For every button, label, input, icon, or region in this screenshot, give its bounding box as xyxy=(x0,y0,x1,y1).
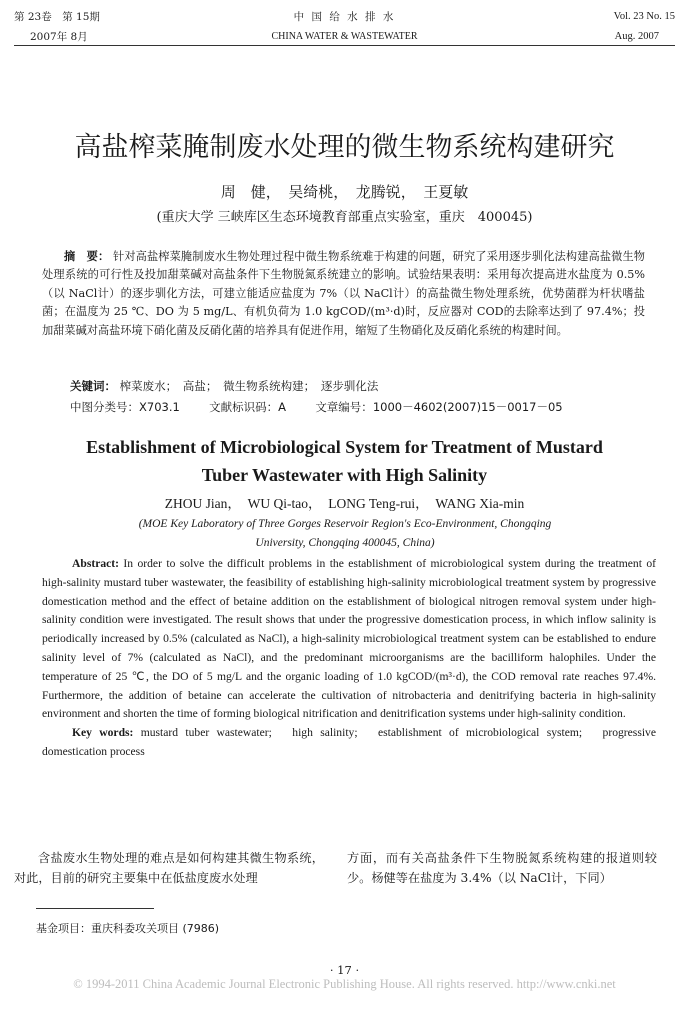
affiliation: (重庆大学 三峡库区生态环境教育部重点实验室，重庆 400045) xyxy=(156,210,533,225)
article-no-label: 文章编号： xyxy=(315,400,373,414)
keywords-cn xyxy=(70,378,378,394)
journal-name-cn: 中 国 给 水 排 水 xyxy=(293,11,396,23)
issue-date: 2007年 8月 xyxy=(30,31,88,43)
journal-name-en: CHINA WATER & WASTEWATER xyxy=(271,31,418,42)
article-no-value: 1000－4602(2007)15－0017－05 xyxy=(372,400,563,414)
doc-code-label: 文献标识码： xyxy=(209,400,279,414)
classification-line xyxy=(70,399,563,415)
footnote-rule xyxy=(36,908,154,909)
copyright-notice: © 1994-2011 China Academic Journal Electronic Publishing House. All rights reserved. http://www.cnki.net xyxy=(73,977,616,991)
funding-footnote: 基金项目：重庆科委攻关项目 (7986) xyxy=(36,922,220,935)
authors-en: ZHOU Jian， WU Qi-tao， LONG Teng-rui， WANG Xia-min xyxy=(164,496,525,511)
paper-title: 高盐榨菜腌制废水处理的微生物系统构建研究 xyxy=(74,132,615,163)
abstract-cn xyxy=(42,248,645,340)
abstract-cn-label: 摘 要： xyxy=(64,250,110,263)
keywords-cn-text: 榨菜废水； 高盐； 微生物系统构建； 逐步驯化法 xyxy=(119,379,379,393)
title-en-line1: Establishment of Microbiological System for Treatment of Mustard xyxy=(86,437,603,457)
authors: 周 健， 吴绮桃， 龙腾锐， 王夏敏 xyxy=(220,183,469,201)
affiliation-en-line2: University, Chongqing 400045, China) xyxy=(255,537,435,549)
affiliation-en-line1: (MOE Key Laboratory of Three Gorges Reservoir Region's Eco-Environment, Chongqing xyxy=(138,518,552,530)
page-number: · 17 · xyxy=(329,963,360,977)
title-en-line2: Tuber Wastewater with High Salinity xyxy=(201,465,488,485)
date-en: Aug. 2007 xyxy=(614,31,659,42)
body-column-right: 方面，而有关高盐条件下生物脱氮系统构建的报道则较少。杨健等在盐度为 3.4%（以 NaCl计，下同） xyxy=(347,851,657,885)
clc-value: X703.1 xyxy=(139,400,180,414)
doc-code-value: A xyxy=(278,400,286,414)
keywords-en-text: mustard tuber wastewater; high salinity; establishment of microbiological system; progressive domestication process xyxy=(42,726,656,758)
abstract-en-label: Abstract: xyxy=(72,557,120,570)
abstract-en-text: In order to solve the difficult problems in the establishment of microbiological system during the treatment of high-salinity mustard tuber wastewater, the feasibility of establishing high-salinity microbiological treatment system by progressive domestication method and the effect of betaine addition on the establishment of biological nitrogen removal system under high-salinity condition were investigated. The result shows that under the progressive domestication process, in which inflow salinity is periodically increased by 0.5% (calculated as NaCl), a high-salinity microbiological treatment system can be established to endure salinity level of 7% (calculated as NaCl), and the predominant microorganisms are the bacilliform halophiles. Under the temperature of 25 ℃, the DO of 5 mg/L and the organic loading of 1.0 kgCOD/(m³·d), the COD removal rate reaches 97.4%. Furthermore, the addition of betaine can accelerate the cultivation of nitrobacteria and denitrifying bacteria in high-salinity environment and shorten the time of forming biological nitrification and denitrification systems under high-salinity condition. xyxy=(42,557,656,721)
abstract-en xyxy=(42,555,656,762)
header-rule xyxy=(14,45,675,46)
body-column-left: 含盐废水生物处理的难点是如何构建其微生物系统，对此，目前的研究主要集中在低盐度废水处理 xyxy=(14,851,324,885)
volume-issue: 第 23卷 第 15期 xyxy=(14,11,100,23)
clc-label: 中图分类号： xyxy=(70,400,139,414)
abstract-cn-text: 针对高盐榨菜腌制废水生物处理过程中微生物系统难于构建的问题，研究了采用逐步驯化法构建高盐微生物处理系统的可行性及投加甜菜碱对高盐条件下生物脱氮系统建立的影响。试验结果表明：采用每次提高进水盐度为 0.5%（以 NaCl计）的逐步驯化方法，可建立能适应盐度为 7%（以 NaCl计）的高盐微生物处理系统，优势菌群为杆状嗜盐菌；在温度为 25 ℃、DO 为 5 mg/L、有机负荷为 1.0 kgCOD/(m³·d)时，反应器对 COD的去除率达到了 97.4%；投加甜菜碱对高盐环境下硝化菌及反硝化菌的培养具有促进作用，缩短了生物硝化及反硝化系统的构建时间。 xyxy=(42,250,645,337)
keywords-en-label: Key words: xyxy=(72,726,134,740)
keywords-cn-label: 关键词： xyxy=(70,379,116,393)
volume-en: Vol. 23 No. 15 xyxy=(613,11,675,22)
